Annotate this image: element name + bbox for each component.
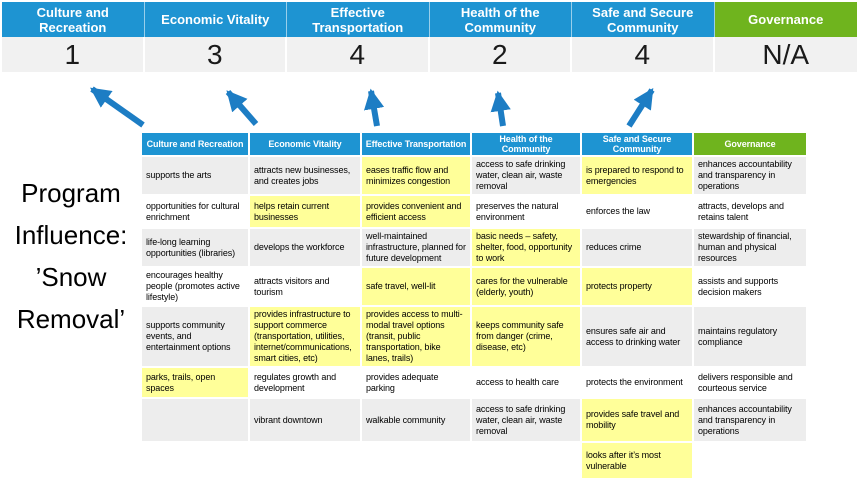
matrix-cell <box>141 398 249 442</box>
summary-score-value: 4 <box>572 37 715 72</box>
matrix-cell: maintains regulatory compliance <box>693 306 807 367</box>
matrix-cell-highlighted: keeps community safe from danger (crime, disease, etc) <box>471 306 581 367</box>
matrix-row-5 <box>141 306 807 367</box>
summary-column-6 <box>715 2 858 72</box>
summary-score-table <box>2 2 857 72</box>
up-arrow-icon-health-community <box>498 93 503 126</box>
summary-score-value: 1 <box>2 37 145 72</box>
priorities-matrix-table <box>140 131 808 480</box>
matrix-cell-highlighted: eases traffic flow and minimizes congestion <box>361 156 471 195</box>
up-arrow-icon-economic-vitality <box>228 92 256 124</box>
matrix-cell: well-maintained infrastructure, planned for future development <box>361 228 471 267</box>
matrix-cell: preserves the natural environment <box>471 195 581 228</box>
summary-column-5 <box>572 2 715 72</box>
matrix-cell: supports the arts <box>141 156 249 195</box>
matrix-column-header: Effective Transportation <box>361 132 471 156</box>
page-title: Program Influence: ’Snow Removal’ <box>14 178 128 334</box>
matrix-cell: delivers responsible and courteous service <box>693 367 807 398</box>
summary-column-2 <box>145 2 288 72</box>
summary-score-value: 4 <box>287 37 430 72</box>
matrix-cell: supports community events, and entertainment options <box>141 306 249 367</box>
matrix-cell: provides adequate parking <box>361 367 471 398</box>
summary-score-value: 3 <box>145 37 288 72</box>
matrix-cell-highlighted: provides access to multi-modal travel options (transit, public transportation, bike lanes, trails) <box>361 306 471 367</box>
matrix-cell-highlighted: provides safe travel and mobility <box>581 398 693 442</box>
matrix-cell: regulates growth and development <box>249 367 361 398</box>
summary-header-label: Governance <box>715 2 858 37</box>
matrix-cell <box>361 442 471 479</box>
matrix-cell-highlighted: basic needs – safety, shelter, food, opportunity to work <box>471 228 581 267</box>
summary-column-1 <box>2 2 145 72</box>
summary-column-3 <box>287 2 430 72</box>
summary-header-label: Economic Vitality <box>145 2 288 37</box>
matrix-cell <box>693 442 807 479</box>
matrix-column-header: Health of the Community <box>471 132 581 156</box>
matrix-cell: attracts visitors and tourism <box>249 267 361 306</box>
matrix-cell: ensures safe air and access to drinking water <box>581 306 693 367</box>
matrix-cell <box>471 442 581 479</box>
matrix-row-2 <box>141 195 807 228</box>
matrix-cell: attracts, develops and retains talent <box>693 195 807 228</box>
matrix-cell-highlighted: is prepared to respond to emergencies <box>581 156 693 195</box>
matrix-cell-highlighted: cares for the vulnerable (elderly, youth) <box>471 267 581 306</box>
matrix-cell: stewardship of financial, human and physical resources <box>693 228 807 267</box>
summary-column-4 <box>430 2 573 72</box>
matrix-cell: access to safe drinking water, clean air, waste removal <box>471 398 581 442</box>
summary-header-label: Safe and Secure Community <box>572 2 715 37</box>
matrix-cell: assists and supports decision makers <box>693 267 807 306</box>
matrix-cell: attracts new businesses, and creates jobs <box>249 156 361 195</box>
matrix-cell: enforces the law <box>581 195 693 228</box>
summary-header-label: Effective Transportation <box>287 2 430 37</box>
matrix-cell: reduces crime <box>581 228 693 267</box>
matrix-cell: vibrant downtown <box>249 398 361 442</box>
matrix-cell-highlighted: protects property <box>581 267 693 306</box>
up-arrow-icon-effective-transportation <box>371 91 377 126</box>
matrix-header-row <box>141 132 807 156</box>
matrix-row-6 <box>141 367 807 398</box>
matrix-row-1 <box>141 156 807 195</box>
matrix-cell: develops the workforce <box>249 228 361 267</box>
matrix-column-header: Culture and Recreation <box>141 132 249 156</box>
matrix-column-header: Economic Vitality <box>249 132 361 156</box>
matrix-cell-highlighted: looks after it’s most vulnerable <box>581 442 693 479</box>
matrix-cell-highlighted: helps retain current businesses <box>249 195 361 228</box>
matrix-column-header: Safe and Secure Community <box>581 132 693 156</box>
summary-score-value: 2 <box>430 37 573 72</box>
up-arrow-icon-safe-secure-community <box>629 90 652 126</box>
matrix-cell <box>249 442 361 479</box>
summary-header-label: Health of the Community <box>430 2 573 37</box>
matrix-column-header: Governance <box>693 132 807 156</box>
matrix-cell: protects the environment <box>581 367 693 398</box>
matrix-cell-highlighted: provides infrastructure to support commerce (transportation, utilities, internet/communications, smart cities, etc) <box>249 306 361 367</box>
matrix-cell: life-long learning opportunities (libraries) <box>141 228 249 267</box>
matrix-cell-highlighted: provides convenient and efficient access <box>361 195 471 228</box>
matrix-cell: encourages healthy people (promotes active lifestyle) <box>141 267 249 306</box>
matrix-cell-highlighted: safe travel, well-lit <box>361 267 471 306</box>
matrix-row-8 <box>141 442 807 479</box>
matrix-cell: access to safe drinking water, clean air, waste removal <box>471 156 581 195</box>
matrix-cell <box>141 442 249 479</box>
matrix-row-7 <box>141 398 807 442</box>
matrix-row-4 <box>141 267 807 306</box>
matrix-cell: access to health care <box>471 367 581 398</box>
summary-header-label: Culture and Recreation <box>2 2 145 37</box>
summary-score-value: N/A <box>715 37 858 72</box>
matrix-cell: enhances accountability and transparency in operations <box>693 398 807 442</box>
matrix-cell: walkable community <box>361 398 471 442</box>
matrix-cell-highlighted: parks, trails, open spaces <box>141 367 249 398</box>
up-arrow-icon-culture-recreation <box>92 89 143 125</box>
matrix-row-3 <box>141 228 807 267</box>
matrix-cell: enhances accountability and transparency in operations <box>693 156 807 195</box>
matrix-cell: opportunities for cultural enrichment <box>141 195 249 228</box>
